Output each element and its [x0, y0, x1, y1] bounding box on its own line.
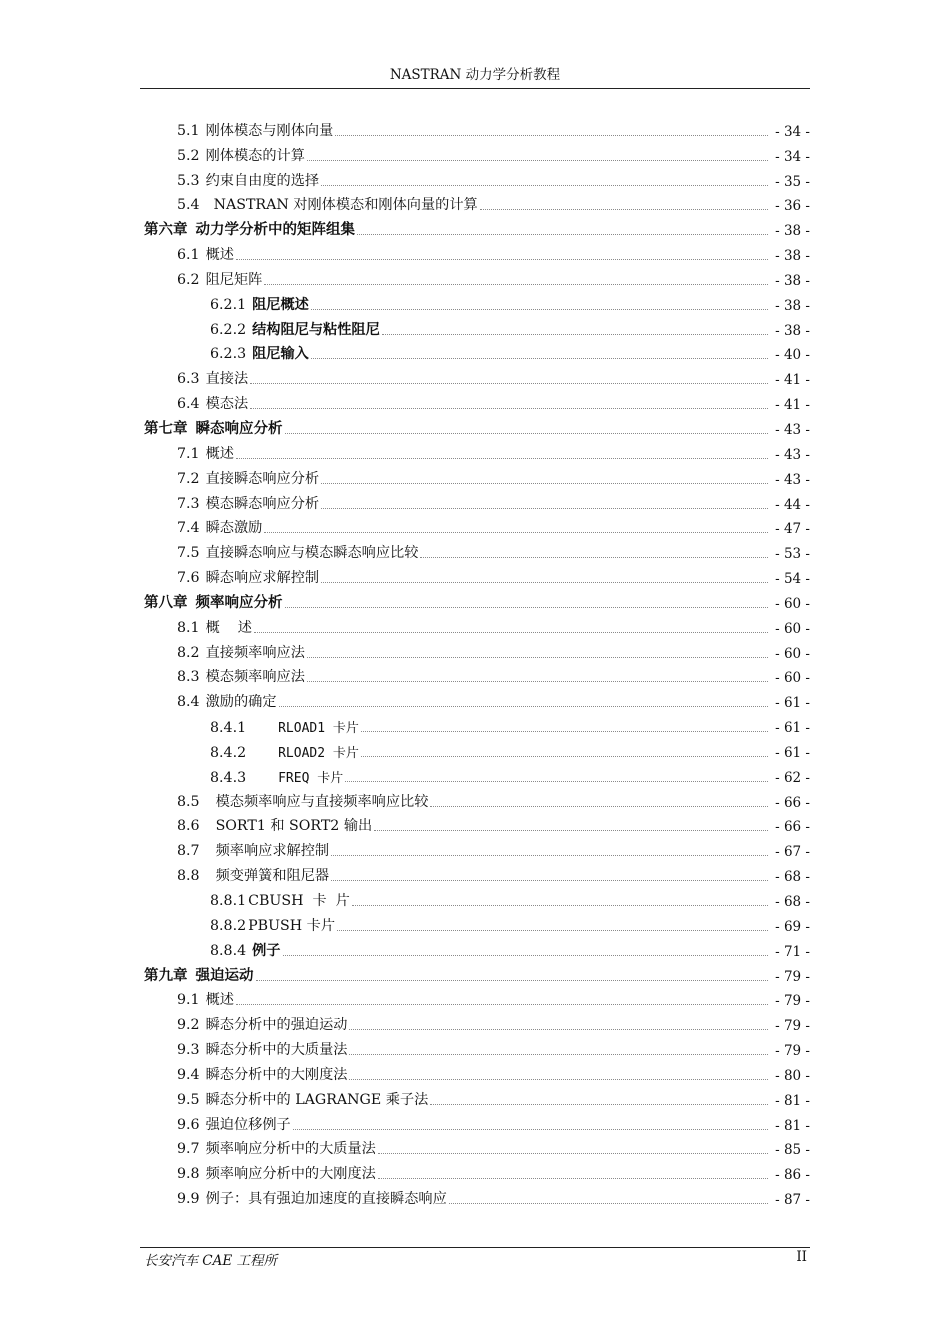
toc-section-entry[interactable]	[144, 190, 810, 215]
toc-page-number: - 71 -	[775, 943, 810, 960]
toc-entry-label	[177, 815, 372, 835]
toc-entry-label	[177, 517, 262, 537]
toc-page-number: - 43 -	[775, 471, 810, 488]
toc-dot-leader	[352, 905, 768, 906]
toc-entry-number: 9.6	[177, 1116, 200, 1133]
toc-page-number: - 67 -	[775, 844, 810, 861]
toc-dot-leader	[374, 830, 768, 831]
toc-entry-label	[177, 1089, 428, 1109]
toc-section-entry[interactable]	[144, 612, 810, 637]
toc-entry-title: 直接法	[205, 371, 249, 388]
toc-entry-title: 模态频率响应与直接频率响应比较	[215, 793, 429, 810]
toc-entry-number: 8.1	[177, 619, 200, 636]
toc-entry-title: 强迫位移例子	[205, 1116, 291, 1133]
toc-entry-title: 动力学分析中的矩阵组集	[195, 222, 355, 239]
toc-section-entry[interactable]	[144, 314, 810, 339]
toc-entry-label	[177, 269, 262, 289]
toc-entry-number: 9.4	[177, 1066, 200, 1083]
toc-entry-title: 刚体模态的计算	[205, 147, 305, 164]
toc-dot-leader	[331, 880, 768, 881]
toc-dot-leader	[345, 781, 768, 782]
toc-dot-leader	[307, 681, 768, 682]
toc-section-entry[interactable]	[144, 264, 810, 289]
toc-entry-number: 7.6	[177, 570, 200, 587]
toc-page-number: - 61 -	[775, 744, 810, 761]
toc-chapter-entry[interactable]	[144, 960, 810, 985]
toc-dot-leader	[321, 508, 768, 509]
toc-section-entry[interactable]	[144, 1109, 810, 1134]
toc-page-number: - 60 -	[775, 620, 810, 637]
toc-entry-title: 强迫运动	[195, 967, 254, 984]
toc-entry-title: 频率响应求解控制	[215, 843, 330, 860]
toc-section-entry[interactable]	[144, 1009, 810, 1034]
toc-entry-title: 直接频率响应法	[205, 644, 305, 661]
toc-entry-number: 5.1	[177, 122, 200, 139]
toc-entry-label	[177, 1114, 291, 1134]
toc-entry-title: 瞬态分析中的大质量法	[205, 1042, 348, 1059]
toc-entry-title: 瞬态分析中的强迫运动	[205, 1017, 348, 1034]
toc-page-number: - 43 -	[775, 421, 810, 438]
toc-entry-title: 瞬态响应求解控制	[205, 570, 320, 587]
toc-entry-label	[210, 890, 350, 910]
toc-section-entry[interactable]	[144, 388, 810, 413]
toc-entry-label	[177, 1064, 347, 1084]
toc-entry-label	[177, 194, 478, 214]
toc-entry-title: 约束自由度的选择	[205, 172, 320, 189]
toc-entry-title: 模态瞬态响应分析	[205, 495, 320, 512]
toc-dot-leader	[283, 955, 769, 956]
toc-section-entry[interactable]	[144, 786, 810, 811]
toc-page-number: - 79 -	[775, 1018, 810, 1035]
toc-entry-title: NASTRAN 对刚体模态和刚体向量的计算	[213, 197, 478, 214]
toc-page-number: - 79 -	[775, 993, 810, 1010]
toc-page-number: - 53 -	[775, 546, 810, 563]
toc-page-number: - 60 -	[775, 645, 810, 662]
toc-entry-title: 瞬态分析中的 LAGRANGE 乘子法	[205, 1091, 429, 1108]
toc-page-number: - 35 -	[775, 173, 810, 190]
toc-entry-number: 9.9	[177, 1191, 200, 1208]
toc-entry-number: 5.2	[177, 147, 200, 164]
toc-dot-leader	[307, 160, 768, 161]
toc-page-number: - 79 -	[775, 968, 810, 985]
toc-entry-number: 第七章	[144, 420, 188, 437]
toc-section-entry[interactable]	[144, 537, 810, 562]
toc-entry-number: 7.5	[177, 545, 200, 562]
toc-page-number: - 34 -	[775, 148, 810, 165]
footer-page-number: II	[796, 1249, 807, 1265]
toc-entry-label	[177, 393, 248, 413]
toc-section-entry[interactable]	[144, 339, 810, 364]
toc-page-number: - 68 -	[775, 894, 810, 910]
toc-section-entry[interactable]	[144, 761, 810, 786]
toc-section-entry[interactable]	[144, 985, 810, 1010]
toc-entry-number: 8.8	[177, 868, 200, 885]
toc-page-number: - 38 -	[775, 223, 810, 240]
toc-page-number: - 36 -	[775, 198, 810, 215]
toc-dot-leader	[264, 532, 768, 533]
toc-page-number: - 54 -	[775, 571, 810, 588]
toc-dot-leader	[357, 234, 768, 235]
toc-entry-label	[177, 1163, 376, 1183]
toc-dot-leader	[361, 756, 768, 757]
toc-entry-number: 9.8	[177, 1166, 200, 1183]
toc-entry-title: 阻尼输入	[252, 346, 309, 363]
toc-section-entry[interactable]	[144, 885, 810, 910]
toc-entry-number: 6.1	[177, 247, 200, 264]
toc-entry-label	[177, 493, 319, 513]
toc-entry-title: 频率响应分析中的大质量法	[205, 1141, 376, 1158]
toc-entry-title: 概述	[205, 992, 234, 1009]
toc-entry-title: FREQ 卡片	[278, 770, 344, 786]
toc-entry-label	[177, 1138, 376, 1158]
toc-entry-label	[177, 145, 305, 165]
toc-entry-title: 直接瞬态响应分析	[205, 470, 320, 487]
toc-section-entry[interactable]	[144, 513, 810, 538]
toc-page-number: - 66 -	[775, 794, 810, 811]
toc-dot-leader	[279, 706, 768, 707]
toc-section-entry[interactable]	[144, 140, 810, 165]
toc-page-number: - 43 -	[775, 446, 810, 463]
toc-entry-label	[177, 791, 428, 811]
toc-section-entry[interactable]	[144, 463, 810, 488]
toc-entry-number: 第六章	[144, 222, 188, 239]
toc-dot-leader	[256, 980, 769, 981]
toc-dot-leader	[337, 930, 768, 931]
toc-entry-label	[177, 170, 319, 190]
toc-entry-number: 9.2	[177, 1017, 200, 1034]
toc-page-number: - 68 -	[775, 869, 810, 886]
toc-entry-title: 结构阻尼与粘性阻尼	[252, 321, 380, 338]
toc-entry-title: 模态频率响应法	[205, 669, 305, 686]
toc-entry-number: 8.8.4	[210, 942, 247, 959]
toc-page-number: - 44 -	[775, 496, 810, 513]
toc-page-number: - 62 -	[775, 769, 810, 786]
toc-entry-number: 7.4	[177, 520, 200, 537]
toc-entry-label	[177, 1039, 347, 1059]
toc-entry-title: 例子：具有强迫加速度的直接瞬态响应	[205, 1191, 447, 1208]
toc-page-number: - 79 -	[775, 1043, 810, 1060]
toc-entry-title: 直接瞬态响应与模态瞬态响应比较	[205, 545, 419, 562]
toc-entry-number: 8.2	[177, 644, 200, 661]
toc-entry-label	[210, 767, 343, 786]
toc-dot-leader	[321, 483, 768, 484]
toc-section-entry[interactable]	[144, 860, 810, 885]
toc-dot-leader	[361, 731, 768, 732]
toc-entry-label	[177, 989, 234, 1009]
toc-entry-title: RLOAD1 卡片	[278, 721, 359, 737]
toc-entry-title: RLOAD2 卡片	[278, 745, 359, 761]
toc-entry-title: 概 述	[205, 619, 252, 636]
toc-page-number: - 69 -	[775, 918, 810, 935]
toc-entry-number: 7.1	[177, 445, 200, 462]
toc-entry-label	[144, 591, 283, 612]
toc-section-entry[interactable]	[144, 1134, 810, 1159]
toc-entry-number: 8.5	[177, 793, 200, 810]
toc-entry-label	[210, 742, 359, 761]
toc-entry-label	[177, 691, 277, 711]
toc-dot-leader	[236, 458, 768, 459]
toc-dot-leader	[307, 657, 768, 658]
toc-section-entry[interactable]	[144, 1183, 810, 1208]
toc-entry-label	[177, 865, 329, 885]
toc-page-number: - 38 -	[775, 297, 810, 314]
toc-dot-leader	[311, 309, 768, 310]
toc-section-entry[interactable]	[144, 910, 810, 935]
toc-dot-leader	[293, 1129, 768, 1130]
toc-entry-number: 9.1	[177, 992, 200, 1009]
toc-page-number: - 80 -	[775, 1067, 810, 1084]
toc-dot-leader	[420, 557, 768, 558]
toc-dot-leader	[250, 383, 768, 384]
toc-section-entry[interactable]	[144, 736, 810, 761]
toc-page-number: - 60 -	[775, 595, 810, 612]
toc-entry-title: 概述	[205, 445, 234, 462]
toc-page-number: - 81 -	[775, 1117, 810, 1134]
toc-page-number: - 34 -	[775, 123, 810, 140]
toc-entry-number: 6.3	[177, 371, 200, 388]
toc-entry-number: 8.7	[177, 843, 200, 860]
toc-section-entry[interactable]	[144, 1034, 810, 1059]
toc-section-entry[interactable]	[144, 662, 810, 687]
toc-entry-label	[177, 1014, 347, 1034]
toc-dot-leader	[321, 582, 768, 583]
toc-entry-number: 第八章	[144, 594, 188, 611]
toc-entry-number: 6.2.1	[210, 296, 247, 313]
toc-entry-number: 8.4.3	[210, 769, 247, 786]
toc-section-entry[interactable]	[144, 811, 810, 836]
toc-dot-leader	[349, 1054, 768, 1055]
toc-entry-label	[177, 542, 418, 562]
toc-entry-title: 频率响应分析	[195, 594, 283, 611]
toc-entry-number: 6.2.3	[210, 346, 247, 363]
toc-entry-title: 频率响应分析中的大刚度法	[205, 1166, 376, 1183]
toc-entry-label	[144, 218, 355, 239]
toc-entry-title: 模态法	[205, 396, 249, 413]
toc-entry-number: 6.2	[177, 271, 200, 288]
toc-dot-leader	[480, 209, 768, 210]
toc-entry-number: 8.8.2	[210, 917, 247, 934]
toc-dot-leader	[378, 1153, 768, 1154]
toc-page-number: - 38 -	[775, 322, 810, 339]
toc-entry-title: 概述	[205, 247, 234, 264]
toc-section-entry[interactable]	[144, 1059, 810, 1084]
toc-section-entry[interactable]	[144, 239, 810, 264]
toc-entry-label	[177, 368, 248, 388]
toc-dot-leader	[335, 135, 768, 136]
toc-section-entry[interactable]	[144, 935, 810, 960]
toc-page-number: - 38 -	[775, 248, 810, 265]
header-divider	[140, 88, 810, 89]
toc-dot-leader	[264, 284, 768, 285]
toc-dot-leader	[285, 433, 769, 434]
toc-dot-leader	[236, 259, 768, 260]
toc-entry-label	[210, 319, 380, 339]
toc-entry-number: 8.4.2	[210, 744, 247, 761]
toc-page-number: - 87 -	[775, 1192, 810, 1209]
toc-dot-leader	[321, 185, 768, 186]
toc-page-number: - 38 -	[775, 272, 810, 289]
toc-entry-number: 5.3	[177, 172, 200, 189]
toc-entry-number: 8.6	[177, 818, 200, 835]
toc-entry-title: 阻尼概述	[252, 296, 309, 313]
toc-entry-label	[210, 343, 309, 363]
toc-entry-title: PBUSH 卡片	[248, 917, 336, 934]
toc-dot-leader	[311, 358, 768, 359]
toc-dot-leader	[349, 1079, 768, 1080]
toc-entry-number: 8.4	[177, 694, 200, 711]
toc-entry-number: 8.4.1	[210, 720, 247, 737]
toc-dot-leader	[254, 632, 768, 633]
toc-dot-leader	[331, 855, 768, 856]
toc-chapter-entry[interactable]	[144, 587, 810, 612]
toc-dot-leader	[285, 607, 769, 608]
toc-section-entry[interactable]	[144, 1158, 810, 1183]
toc-entry-title: CBUSH 卡 片	[248, 893, 350, 909]
toc-page-number: - 66 -	[775, 819, 810, 836]
toc-entry-number: 5.4	[177, 197, 200, 214]
toc-entry-label	[144, 417, 283, 438]
toc-entry-title: 例子	[252, 942, 281, 959]
toc-entry-title: SORT1 和 SORT2 输出	[215, 818, 373, 835]
toc-entry-number: 6.2.2	[210, 321, 247, 338]
toc-page-number: - 60 -	[775, 670, 810, 687]
toc-entry-number: 7.3	[177, 495, 200, 512]
toc-section-entry[interactable]	[144, 562, 810, 587]
toc-page-number: - 61 -	[775, 720, 810, 737]
toc-entry-label	[177, 443, 234, 463]
toc-dot-leader	[349, 1029, 768, 1030]
toc-entry-label	[210, 940, 281, 960]
toc-entry-number: 9.7	[177, 1141, 200, 1158]
toc-entry-label	[144, 964, 254, 985]
toc-section-entry[interactable]	[144, 637, 810, 662]
page-header-title: NASTRAN 动力学分析教程	[389, 67, 561, 83]
toc-entry-title: 瞬态响应分析	[195, 420, 283, 437]
toc-page-number: - 47 -	[775, 521, 810, 538]
toc-chapter-entry[interactable]	[144, 214, 810, 239]
toc-page-number: - 41 -	[775, 397, 810, 414]
toc-entry-number: 第九章	[144, 967, 188, 984]
toc-entry-title: 频变弹簧和阻尼器	[215, 868, 330, 885]
toc-page-number: - 85 -	[775, 1142, 810, 1159]
toc-section-entry[interactable]	[144, 289, 810, 314]
toc-entry-label	[177, 840, 329, 860]
toc-entry-number: 9.5	[177, 1091, 200, 1108]
toc-entry-title: 阻尼矩阵	[205, 271, 263, 288]
toc-entry-number: 8.3	[177, 669, 200, 686]
toc-entry-number: 6.4	[177, 396, 200, 413]
toc-entry-number: 9.3	[177, 1042, 200, 1059]
toc-dot-leader	[430, 806, 768, 807]
toc-page-number: - 86 -	[775, 1167, 810, 1184]
toc-entry-label	[210, 915, 335, 935]
toc-entry-label	[177, 642, 305, 662]
toc-section-entry[interactable]	[144, 835, 810, 860]
toc-entry-label	[210, 717, 359, 736]
toc-entry-title: 刚体模态与刚体向量	[205, 122, 334, 139]
toc-entry-title: 瞬态分析中的大刚度法	[205, 1066, 348, 1083]
toc-dot-leader	[449, 1203, 768, 1204]
toc-section-entry[interactable]	[144, 363, 810, 388]
toc-entry-label	[177, 120, 333, 140]
toc-dot-leader	[378, 1178, 768, 1179]
toc-dot-leader	[250, 408, 768, 409]
toc-entry-label	[177, 1188, 447, 1208]
toc-section-entry[interactable]	[144, 686, 810, 711]
toc-page-number: - 41 -	[775, 372, 810, 389]
toc-section-entry[interactable]	[144, 438, 810, 463]
toc-entry-label	[177, 468, 319, 488]
toc-section-entry[interactable]	[144, 711, 810, 736]
toc-entry-label	[210, 294, 309, 314]
toc-section-entry[interactable]	[144, 488, 810, 513]
toc-dot-leader	[430, 1104, 768, 1105]
footer-organization: 长安汽车 CAE 工程所	[144, 1253, 278, 1269]
toc-page-number: - 61 -	[775, 695, 810, 712]
toc-page-number: - 40 -	[775, 347, 810, 364]
toc-entry-title: 激励的确定	[205, 694, 277, 711]
toc-entry-number: 7.2	[177, 470, 200, 487]
toc-section-entry[interactable]	[144, 115, 810, 140]
toc-dot-leader	[236, 1004, 768, 1005]
toc-chapter-entry[interactable]	[144, 413, 810, 438]
toc-entry-label	[177, 567, 319, 587]
toc-entry-number: 8.8.1	[210, 893, 247, 909]
toc-entry-label	[177, 617, 252, 637]
table-of-contents	[144, 115, 810, 1208]
toc-section-entry[interactable]	[144, 165, 810, 190]
toc-entry-label	[177, 666, 305, 686]
toc-entry-title: 瞬态激励	[205, 520, 263, 537]
toc-section-entry[interactable]	[144, 1084, 810, 1109]
toc-dot-leader	[382, 334, 768, 335]
footer-divider	[140, 1247, 810, 1248]
toc-page-number: - 81 -	[775, 1092, 810, 1109]
toc-entry-label	[177, 244, 234, 264]
